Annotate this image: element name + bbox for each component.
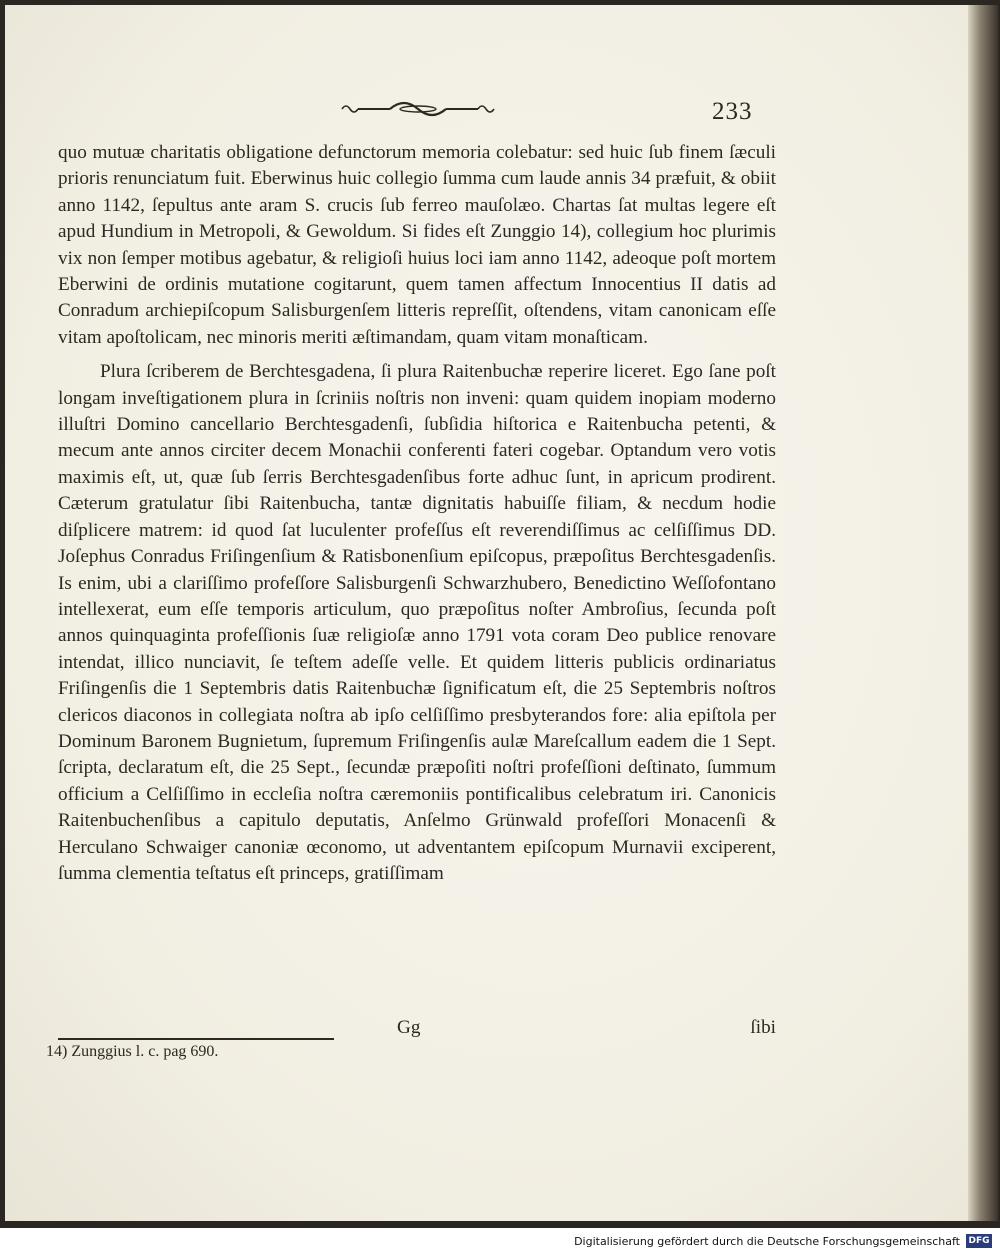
page-number: 233 [712,98,753,125]
credit-text: Digitalisierung gefördert durch die Deutsche Forschungsgemeinschaft [574,1235,960,1248]
ornament-divider-icon [338,98,498,118]
signature-mark: Gg [397,1017,421,1038]
paragraph-1: quo mutuæ charitatis obligatione defunctorum memoria colebatur: sed huic ſub finem ſæculi prioris renunciatum fuit. Eberwinus huic collegio ſumma cum laude annis 34 præfuit, & obiit anno 1142, ſepultus ante aram S. crucis ſub ferreo mauſolæo. Chartas ſat multas legere eſt apud Hundium in Metropoli, & Gewoldum. Si fides eſt Zunggio 14), collegium hoc plurimis vix non ſemper motibus agebatur, & religioſi huius loci iam anno 1142, adeoque poſt mortem Eberwini de ordinis mutatione cogitarunt, quem tamen affectum Innocentius II datis ad Conradum archiepiſcopum Salisburgenſem litteris repreſſit, oſtendens, vitam canonicam eſſe vitam apoſtolicam, nec minoris meriti æſtimandam, quam vitam monaſticam. [58,142,776,348]
footnote-rule [58,1038,334,1040]
digitization-footer [0,1228,1000,1259]
dfg-logo-icon: DFG [966,1234,992,1248]
book-spine [968,5,998,1221]
paragraph-2: Plura ſcriberem de Berchtesgadena, ſi plura Raitenbuchæ reperire liceret. Ego ſane poſt longam inveſtigationem plura in ſcriniis noſtris non inveni: quam quidem inopiam moderno illuſtri Domino cancellario Berchtesgadenſi, ſubſidia hiſtorica e Raitenbucha petenti, & mecum ante annos circiter decem Monachii conferenti fateri cogebar. Optandum vero votis maximis eſt, ut, quæ ſub ſerris Berchtesgadenſibus forte adhuc ſunt, in apricum prodirent. Cæterum gratulatur ſibi Raitenbucha, tantæ dignitatis habuiſſe filiam, & necdum hodie diſplicere matrem: id quod ſat luculenter profeſſus eſt reverendiſſimus ac celſiſſimus DD. Joſephus Conradus Friſingenſium & Ratisbonenſium epiſcopus, præpoſitus Berchtesgadenſis. Is enim, ubi a clariſſimo profeſſore Salisburgenſi Schwarzhubero, Benedictino Weſſofontano intellexerat, eum eſſe temporis articulum, quo præpoſitus noſter Ambroſius, ſecunda poſt annos quinquaginta profeſſionis ſuæ religioſæ anno 1791 vota coram Deo publice renovare intendat, illico nunciavit, ſe teſtem adeſſe velle. Et quidem litteris publicis ordinariatus Friſingenſis die 1 Septembris datis Raitenbuchæ ſignificatum eſt, die 25 Septembris noſtros clericos diaconos in collegiata noſtra ab ipſo celſiſſimo presbyterandos fore: alia epiſtola per Dominum Baronem Bugnietum, ſupremum Friſingenſis aulæ Mareſcallum eadem die 1 Sept. ſcripta, declaratum eſt, die 25 Sept., ſecundæ præpoſiti noſtri profeſſioni deſtinato, ſummum officium a Celſiſſimo in eccleſia noſtra cæremoniis pontificalibus celebratum iri. Canonicis Raitenbuchenſibus a capitulo deputatis, Anſelmo Grünwald profeſſori Monacenſi & Herculano Schwaiger canoniæ œconomo, ut adventantem epiſcopum Murnavii exciperent, ſumma clementia teſtatus eſt princeps, gratiſſimam [58,361,776,884]
catchword: ſibi [750,1017,776,1038]
footnote: 14) Zunggius l. c. pag 690. [46,1043,219,1060]
body-text [58,140,776,887]
